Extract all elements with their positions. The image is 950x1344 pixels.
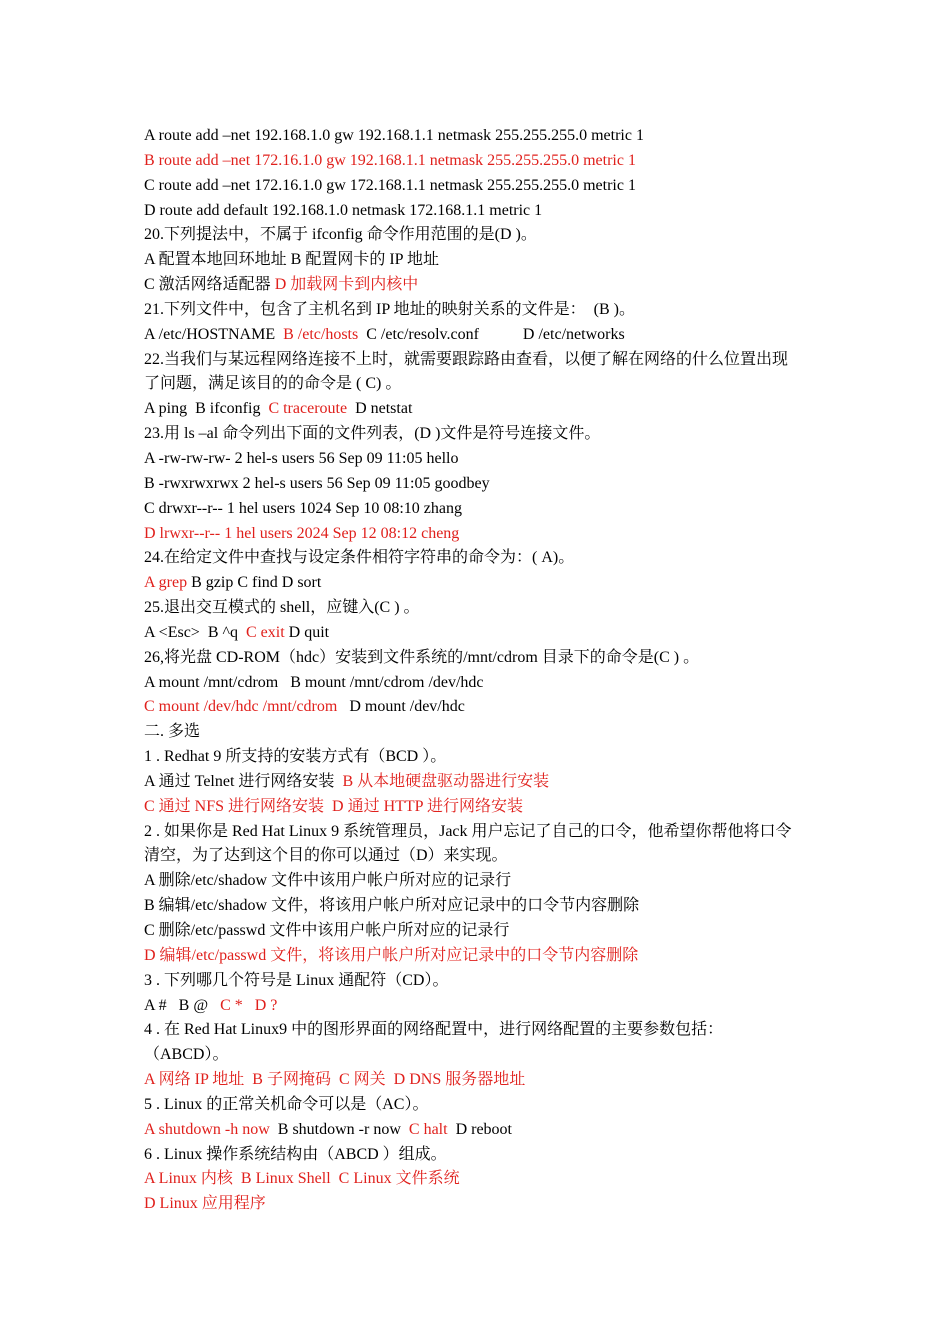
- question-text: C 激活网络适配器: [144, 276, 275, 294]
- text-line: [144, 397, 814, 422]
- question-text: C /etc/resolv.conf D /etc/networks: [358, 325, 625, 343]
- text-line: [144, 1192, 814, 1217]
- question-text: 1 . Redhat 9 所支持的安装方式有（BCD ）。: [144, 748, 447, 766]
- text-line: [144, 1093, 814, 1118]
- question-text: A mount /mnt/cdrom B mount /mnt/cdrom /dev/hdc: [144, 673, 484, 691]
- text-line: [144, 671, 814, 696]
- question-text: A /etc/HOSTNAME: [144, 325, 284, 343]
- question-text: 25.退出交互模式的 shell，应键入(C ) 。: [144, 599, 420, 617]
- question-text: A <Esc> B ^q: [144, 623, 246, 641]
- question-text: C route add –net 172.16.1.0 gw 172.168.1.1 netmask 255.255.255.0 metric 1: [144, 176, 636, 194]
- question-text: 2 . 如果你是 Red Hat Linux 9 系统管理员，Jack 用户忘记了自己的口令，他希望你帮他将口令: [144, 822, 792, 840]
- answer-text: C * D ?: [220, 996, 278, 1014]
- text-line: [144, 894, 814, 919]
- text-line: [144, 1118, 814, 1143]
- answer-text: D Linux 应用程序: [144, 1195, 266, 1213]
- question-text: 二. 多选: [144, 723, 201, 741]
- answer-text: A grep: [144, 574, 188, 592]
- text-line: [144, 472, 814, 497]
- answer-text: A shutdown -h now: [144, 1120, 270, 1138]
- question-text: （ABCD）。: [144, 1046, 229, 1064]
- text-line: [144, 1018, 814, 1043]
- text-line: [144, 273, 814, 298]
- text-line: [144, 695, 814, 720]
- text-line: [144, 596, 814, 621]
- text-line: [144, 348, 814, 373]
- answer-text: B /etc/hosts: [283, 325, 359, 343]
- question-text: 了问题，满足该目的的命令是 ( C) 。: [144, 375, 402, 393]
- question-text: D netstat: [347, 400, 413, 418]
- question-text: D reboot: [447, 1120, 512, 1138]
- answer-text: C 通过 NFS 进行网络安装 D 通过 HTTP 进行网络安装: [144, 797, 523, 815]
- text-line: [144, 298, 814, 323]
- answer-text: B route add –net 172.16.1.0 gw 192.168.1.1 netmask 255.255.255.0 metric 1: [144, 151, 636, 169]
- text-line: [144, 174, 814, 199]
- text-line: [144, 969, 814, 994]
- text-line: [144, 820, 814, 845]
- question-text: 22.当我们与某远程网络连接不上时，就需要跟踪路由查看，以便了解在网络的什么位置出现: [144, 350, 789, 368]
- question-text: A ping B ifconfig: [144, 400, 269, 418]
- answer-text: C exit: [246, 623, 285, 641]
- text-line: [144, 720, 814, 745]
- question-text: A route add –net 192.168.1.0 gw 192.168.1.1 netmask 255.255.255.0 metric 1: [144, 127, 644, 144]
- question-text: B 编辑/etc/shadow 文件，将该用户帐户所对应记录中的口令节内容删除: [144, 897, 640, 915]
- answer-text: C mount /dev/hdc /mnt/cdrom: [144, 698, 338, 716]
- text-line: [144, 1043, 814, 1068]
- text-line: [144, 994, 814, 1019]
- document-page: [144, 124, 814, 1217]
- answer-text: C traceroute: [268, 400, 348, 418]
- question-text: 清空，为了达到这个目的你可以通过（D）来实现。: [144, 847, 508, 865]
- answer-text: D 编辑/etc/passwd 文件，将该用户帐户所对应记录中的口令节内容删除: [144, 946, 639, 964]
- question-text: 4 . 在 Red Hat Linux9 中的图形界面的网络配置中，进行网络配置的主要参数包括：: [144, 1021, 724, 1039]
- question-text: D quit: [284, 623, 330, 641]
- answer-text: B 从本地硬盘驱动器进行安装: [342, 772, 550, 790]
- question-text: A 通过 Telnet 进行网络安装: [144, 772, 343, 790]
- text-line: [144, 522, 814, 547]
- text-line: [144, 1167, 814, 1192]
- text-line: [144, 869, 814, 894]
- text-line: [144, 1143, 814, 1168]
- question-text: C 删除/etc/passwd 文件中该用户帐户所对应的记录行: [144, 922, 510, 939]
- question-text: 21.下列文件中，包含了主机名到 IP 地址的映射关系的文件是： (B )。: [144, 300, 635, 318]
- question-text: 3 . 下列哪几个符号是 Linux 通配符（CD）。: [144, 971, 449, 989]
- question-text: D route add default 192.168.1.0 netmask 172.168.1.1 metric 1: [144, 201, 543, 219]
- text-line: [144, 919, 814, 944]
- text-line: [144, 124, 814, 149]
- text-line: [144, 646, 814, 671]
- question-text: 6 . Linux 操作系统结构由（ABCD ）组成。: [144, 1145, 447, 1163]
- text-line: [144, 323, 814, 348]
- text-line: [144, 621, 814, 646]
- question-text: 23.用 ls –al 命令列出下面的文件列表，(D )文件是符号连接文件。: [144, 425, 601, 443]
- text-line: [144, 571, 814, 596]
- question-text: B gzip C find D sort: [187, 574, 322, 592]
- answer-text: D 加载网卡到内核中: [274, 276, 419, 294]
- text-line: [144, 1068, 814, 1093]
- question-text: A 删除/etc/shadow 文件中该用户帐户所对应的记录行: [144, 872, 512, 890]
- text-line: [144, 795, 814, 820]
- answer-text: A Linux 内核 B Linux Shell C Linux 文件系统: [144, 1170, 460, 1188]
- question-text: A # B @: [144, 996, 221, 1014]
- text-line: [144, 447, 814, 472]
- text-line: [144, 199, 814, 224]
- answer-text: D lrwxr--r-- 1 hel users 2024 Sep 12 08:12 cheng: [144, 524, 460, 542]
- text-line: [144, 497, 814, 522]
- question-text: A -rw-rw-rw- 2 hel-s users 56 Sep 09 11:05 hello: [144, 449, 459, 467]
- text-line: [144, 844, 814, 869]
- text-line: [144, 770, 814, 795]
- text-line: [144, 372, 814, 397]
- text-line: [144, 745, 814, 770]
- question-text: D mount /dev/hdc: [337, 698, 465, 716]
- question-text: 26,将光盘 CD-ROM（hdc）安装到文件系统的/mnt/cdrom 目录下的命令是(C ) 。: [144, 648, 700, 666]
- text-line: [144, 223, 814, 248]
- question-text: A 配置本地回环地址 B 配置网卡的 IP 地址: [144, 251, 439, 269]
- text-line: [144, 546, 814, 571]
- question-text: 20.下列提法中，不属于 ifconfig 命令作用范围的是(D )。: [144, 226, 537, 244]
- answer-text: C halt: [408, 1120, 448, 1138]
- question-text: C drwxr--r-- 1 hel users 1024 Sep 10 08:10 zhang: [144, 499, 462, 517]
- answer-text: A 网络 IP 地址 B 子网掩码 C 网关 D DNS 服务器地址: [144, 1071, 526, 1089]
- text-line: [144, 248, 814, 273]
- question-text: B -rwxrwxrwx 2 hel-s users 56 Sep 09 11:05 goodbey: [144, 474, 490, 492]
- question-text: 24.在给定文件中查找与设定条件相符字符串的命令为：( A)。: [144, 549, 575, 567]
- question-text: 5 . Linux 的正常关机命令可以是（AC）。: [144, 1095, 429, 1113]
- text-line: [144, 944, 814, 969]
- question-text: B shutdown -r now: [269, 1120, 409, 1138]
- text-line: [144, 422, 814, 447]
- text-line: [144, 149, 814, 174]
